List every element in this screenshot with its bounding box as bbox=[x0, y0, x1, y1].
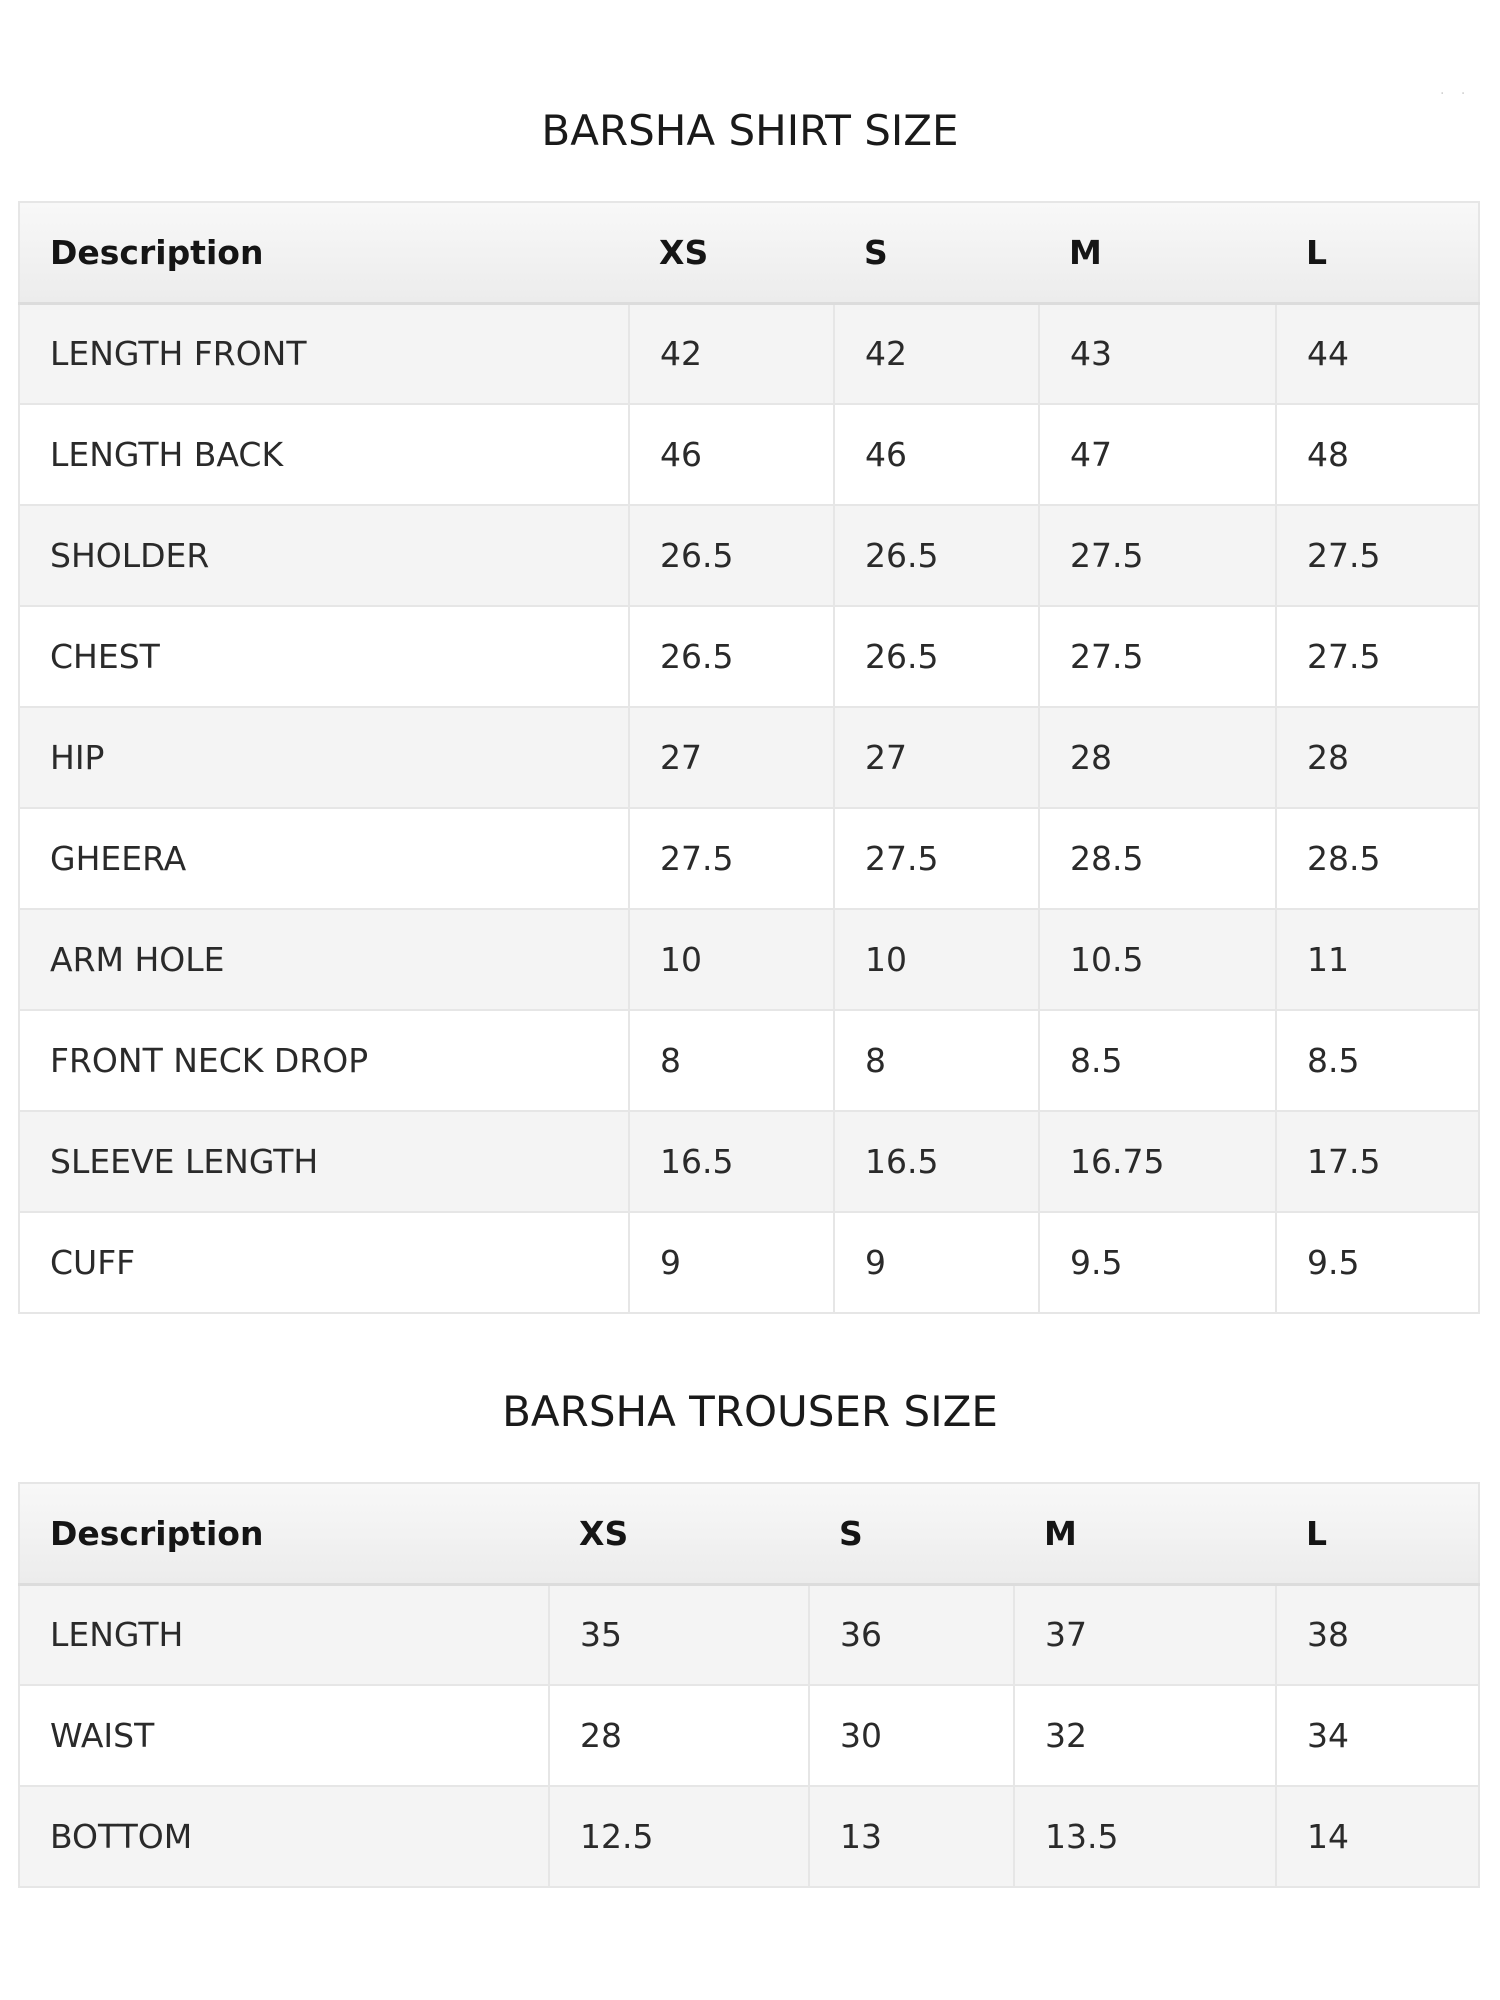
row-description: CUFF bbox=[19, 1212, 629, 1313]
trouser-size-title: BARSHA TROUSER SIZE bbox=[502, 1387, 998, 1436]
cell-xs: 27.5 bbox=[629, 808, 834, 909]
cell-m: 28 bbox=[1039, 707, 1276, 808]
row-description: CHEST bbox=[19, 606, 629, 707]
cell-xs: 10 bbox=[629, 909, 834, 1010]
cell-l: 11 bbox=[1276, 909, 1479, 1010]
table-row bbox=[19, 909, 1479, 1010]
cell-s: 8 bbox=[834, 1010, 1039, 1111]
cell-l: 44 bbox=[1276, 303, 1479, 404]
cell-s: 26.5 bbox=[834, 606, 1039, 707]
row-description: GHEERA bbox=[19, 808, 629, 909]
cell-xs: 8 bbox=[629, 1010, 834, 1111]
cell-xs: 9 bbox=[629, 1212, 834, 1313]
cell-xs: 26.5 bbox=[629, 606, 834, 707]
cell-l: 9.5 bbox=[1276, 1212, 1479, 1313]
cell-s: 27.5 bbox=[834, 808, 1039, 909]
row-description: WAIST bbox=[19, 1685, 549, 1786]
cell-xs: 27 bbox=[629, 707, 834, 808]
cell-l: 27.5 bbox=[1276, 505, 1479, 606]
column-header-m: M bbox=[1014, 1483, 1276, 1584]
column-header-s: S bbox=[809, 1483, 1014, 1584]
table-row bbox=[19, 808, 1479, 909]
table-row bbox=[19, 1010, 1479, 1111]
cell-xs: 46 bbox=[629, 404, 834, 505]
table-row bbox=[19, 404, 1479, 505]
row-description: SLEEVE LENGTH bbox=[19, 1111, 629, 1212]
shirt-size-table bbox=[18, 201, 1480, 1314]
table-row bbox=[19, 707, 1479, 808]
cell-s: 9 bbox=[834, 1212, 1039, 1313]
cell-m: 13.5 bbox=[1014, 1786, 1276, 1887]
cell-xs: 12.5 bbox=[549, 1786, 809, 1887]
row-description: ARM HOLE bbox=[19, 909, 629, 1010]
table-row bbox=[19, 303, 1479, 404]
table-header-row bbox=[19, 1483, 1479, 1584]
cell-m: 10.5 bbox=[1039, 909, 1276, 1010]
column-header-l: L bbox=[1276, 1483, 1479, 1584]
row-description: LENGTH BACK bbox=[19, 404, 629, 505]
row-description: BOTTOM bbox=[19, 1786, 549, 1887]
table-row bbox=[19, 505, 1479, 606]
cell-s: 42 bbox=[834, 303, 1039, 404]
cell-l: 17.5 bbox=[1276, 1111, 1479, 1212]
cell-l: 28 bbox=[1276, 707, 1479, 808]
cell-s: 46 bbox=[834, 404, 1039, 505]
table-header-row bbox=[19, 202, 1479, 303]
cell-s: 30 bbox=[809, 1685, 1014, 1786]
cell-s: 27 bbox=[834, 707, 1039, 808]
table-row bbox=[19, 1786, 1479, 1887]
cell-l: 48 bbox=[1276, 404, 1479, 505]
cell-s: 13 bbox=[809, 1786, 1014, 1887]
table-row bbox=[19, 1584, 1479, 1685]
cell-l: 38 bbox=[1276, 1584, 1479, 1685]
table-row bbox=[19, 1111, 1479, 1212]
cell-l: 8.5 bbox=[1276, 1010, 1479, 1111]
cell-m: 9.5 bbox=[1039, 1212, 1276, 1313]
cell-xs: 35 bbox=[549, 1584, 809, 1685]
cell-s: 16.5 bbox=[834, 1111, 1039, 1212]
cell-m: 43 bbox=[1039, 303, 1276, 404]
cell-xs: 16.5 bbox=[629, 1111, 834, 1212]
cell-m: 47 bbox=[1039, 404, 1276, 505]
cell-l: 34 bbox=[1276, 1685, 1479, 1786]
cell-m: 16.75 bbox=[1039, 1111, 1276, 1212]
column-header-xs: XS bbox=[629, 202, 834, 303]
column-header-m: M bbox=[1039, 202, 1276, 303]
cell-xs: 26.5 bbox=[629, 505, 834, 606]
row-description: SHOLDER bbox=[19, 505, 629, 606]
table-row bbox=[19, 606, 1479, 707]
cell-xs: 42 bbox=[629, 303, 834, 404]
row-description: LENGTH FRONT bbox=[19, 303, 629, 404]
column-header-description: Description bbox=[19, 202, 629, 303]
row-description: LENGTH bbox=[19, 1584, 549, 1685]
column-header-l: L bbox=[1276, 202, 1479, 303]
cell-m: 27.5 bbox=[1039, 505, 1276, 606]
trouser-size-table bbox=[18, 1482, 1480, 1888]
table-row bbox=[19, 1212, 1479, 1313]
cell-m: 32 bbox=[1014, 1685, 1276, 1786]
column-header-description: Description bbox=[19, 1483, 549, 1584]
cell-s: 26.5 bbox=[834, 505, 1039, 606]
cell-m: 27.5 bbox=[1039, 606, 1276, 707]
cell-s: 36 bbox=[809, 1584, 1014, 1685]
cell-s: 10 bbox=[834, 909, 1039, 1010]
column-header-xs: XS bbox=[549, 1483, 809, 1584]
cell-xs: 28 bbox=[549, 1685, 809, 1786]
cell-m: 28.5 bbox=[1039, 808, 1276, 909]
cell-m: 8.5 bbox=[1039, 1010, 1276, 1111]
cell-l: 28.5 bbox=[1276, 808, 1479, 909]
table-row bbox=[19, 1685, 1479, 1786]
corner-dots-mark: · · bbox=[1440, 86, 1472, 102]
cell-m: 37 bbox=[1014, 1584, 1276, 1685]
row-description: FRONT NECK DROP bbox=[19, 1010, 629, 1111]
cell-l: 14 bbox=[1276, 1786, 1479, 1887]
cell-l: 27.5 bbox=[1276, 606, 1479, 707]
shirt-size-title: BARSHA SHIRT SIZE bbox=[541, 106, 959, 155]
column-header-s: S bbox=[834, 202, 1039, 303]
row-description: HIP bbox=[19, 707, 629, 808]
